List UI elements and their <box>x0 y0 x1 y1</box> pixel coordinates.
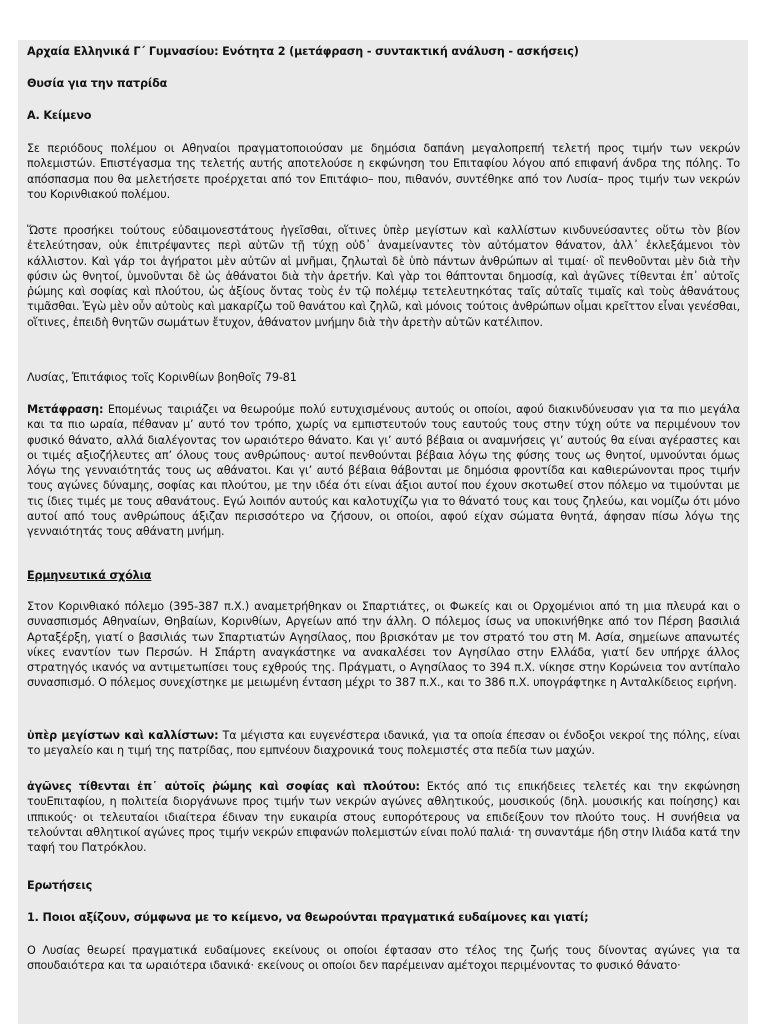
commentary-3-label: ἀγῶνες τίθενται ἐπ᾽ αὐτοῖς ῥώμης καὶ σοφίας καὶ πλούτου: <box>27 780 420 793</box>
source-citation: Λυσίας, Ἐπιτάφιος τοῖς Κορινθίων βοηθοῖς 79-81 <box>27 371 297 384</box>
translation-text: Επομένως ταιριάζει να θεωρούμε πολύ ευτυχισμένους αυτούς οι οποίοι, αφού διακινδύνευσαν για τα πιο μεγάλα και τα πιο ωραία, πέθαναν μ’ αυτό τον τρόπο, χωρίς να εμπιστευτούν τους εαυτούς τους στην τύχη ούτε να περιμένουν τον φυσικό θάνατο, αλλά διαλέγοντας τον ωραιότερο θάνατο. Και γι’ αυτό βέβαια οι αναμνήσεις γι’ αυτούς θα είναι αγέραστες και οι τιμές αξιοζήλευτες απ’ όλους τους ανθρώπους· αυτοί πενθούνται βέβαια λόγω της φύσης τους ως θνητοί, υμνούνται όμως λόγω της γενναιότητάς τους ως αθάνατοι. Και γι’ αυτό βέβαια θάβονται με δημόσια φροντίδα και καθιερώνονται προς τιμήν τους αγώνες δύναμης, σοφίας και πλούτου, με την ιδέα ότι είναι άξιοι αυτοί που έχουν σκοτωθεί στον πόλεμο να τιμούνται με τις ίδιες τιμές με τους αθανάτους. Εγώ λοιπόν αυτούς και καλοτυχίζω για το θάνατό τους και τους ζηλεύω, και νομίζω ότι μόνο αυτοί από τους ανθρώπους άξιζαν περισσότερο να ζήσουν, οι οποίοι, αφού είχαν σώματα θνητά, άφησαν πίσω λόγω της γενναιότητάς τους αθάνατη μνήμη. <box>27 403 740 539</box>
intro-paragraph: Σε περιόδους πολέμου οι Αθηναίοι πραγματοποιούσαν με δημόσια δαπάνη μεγαλοπρεπή τελετή προς τιμήν των νεκρών πολεμιστών. Επιστέγασμα της τελετής αυτής αποτελούσε η εκφώνηση του Επιταφίου λόγου από επιφανή άνδρα της πόλης. Το απόσπασμα που θα μελετήσετε προέρχεται από τον Επιτάφιο– που, πιθανόν, συντέθηκε από τον Λυσία– προς τιμήν των νεκρών του Κορινθιακού πολέμου. <box>27 142 740 201</box>
commentary-paragraph-3 <box>27 779 740 855</box>
commentary-paragraph-2 <box>27 728 740 759</box>
question-1: 1. Ποιοι αξίζουν, σύμφωνα με το κείμενο, να θεωρούνται πραγματικά ευδαίμονες και γιατί; <box>27 911 589 924</box>
translation-paragraph <box>27 402 740 540</box>
commentary-2-text: Τα μέγιστα και ευγενέστερα ιδανικά, για τα οποία έπεσαν οι ένδοξοι νεκροί της πόλης, είναι το μεγαλείο και η τιμή της πατρίδας, που εμπνέουν διαχρονικά τους πολεμιστές στα πεδία των μαχών. <box>27 729 741 758</box>
document-subtitle: Θυσία για την πατρίδα <box>27 77 168 90</box>
section-heading-text: Α. Κείμενο <box>27 109 92 122</box>
ancient-text-paragraph: Ὥστε προσήκει τούτους εὐδαιμονεστάτους ἡγεῖσθαι, οἵτινες ὑπὲρ μεγίστων καὶ καλλίστων κινδυνεύσαντες οὕτω τὸν βίον ἐτελεύτησαν, οὐκ ἐπιτρέψαντες περὶ αὑτῶν τῇ τύχῃ οὐδ᾽ ἀναμείναντες τὸν αὐτόματον θάνατον, ἀλλ᾽ ἐκλεξάμενοι τὸν κάλλιστον. Καὶ γάρ τοι ἀγήρατοι μὲν αὐτῶν αἱ μνῆμαι, ζηλωταὶ δὲ ὑπὸ πάντων ἀνθρώπων αἱ τιμαί· οἳ πενθοῦνται μὲν διὰ τὴν φύσιν ὡς θνητοί, ὑμνοῦνται δὲ ὡς ἀθάνατοι διὰ τὴν ἀρετήν. Καὶ γὰρ τοι θάπτονται δημοσίᾳ, καὶ ἀγῶνες τίθενται ἐπ᾽ αὐτοῖς ῥώμης καὶ σοφίας καὶ πλούτου, ὡς ἀξίους ὄντας τοὺς ἐν τῷ πολέμῳ τετελευτηκότας ταῖς αὐταῖς τιμαῖς καὶ τοὺς ἀθανάτους τιμᾶσθαι. Ἐγὼ μὲν οὖν αὐτοὺς καὶ μακαρίζω τοῦ θανάτου καὶ ζηλῶ, καὶ μόνοις τούτοις ἀνθρώπων οἶμαι κρεῖττον εἶναι γενέσθαι, οἵτινες, ἐπειδὴ θνητῶν σωμάτων ἔτυχον, ἀθάνατον μνήμην διὰ τὴν ἀρετὴν αὑτῶν κατέλιπον. <box>27 224 740 329</box>
document-page <box>18 40 748 1024</box>
answer-1: Ο Λυσίας θεωρεί πραγματικά ευδαίμονες εκείνους οι οποίοι έφτασαν στο τέλος της ζωής τους δίνοντας αγώνες για τα σπουδαιότερα και τα ωραιότερα ιδανικά· εκείνους οι οποίοι δεν παρέμειναν αμέτοχοι περιμένοντας το φυσικό θάνατο· <box>27 944 740 973</box>
questions-heading: Ερωτήσεις <box>27 879 93 892</box>
commentary-heading: Ερμηνευτικά σχόλια <box>27 569 152 582</box>
document-title: Αρχαία Ελληνικά Γ΄ Γυμνασίου: Ενότητα 2 (μετάφραση - συντακτική ανάλυση - ασκήσεις) <box>27 45 579 58</box>
commentary-3-text: Εκτός από τις επικήδειες τελετές και την εκφώνηση τουΕπιταφίου, η πολιτεία διοργάνωνε προς τιμήν των νεκρών αγώνες αθλητικούς, μουσικούς (δηλ. μουσικής και ποίησης) και ιππικούς· οι τελευταίοι ιδιαίτερα έδιναν την ευκαιρία στους ευπορότερους να επιδείξουν τον πλούτο τους. Η συνήθεια να τελούνται αθλητικοί αγώνες προς τιμήν νεκρών επιφανών πολεμιστών είναι πολύ παλιά· τη συναντάμε ήδη στην Ιλιάδα κατά την ταφή του Πατρόκλου. <box>27 780 740 855</box>
translation-label: Μετάφραση: <box>27 403 104 416</box>
commentary-paragraph-1: Στον Κορινθιακό πόλεμο (395-387 π.Χ.) αναμετρήθηκαν οι Σπαρτιάτες, οι Φωκείς και οι Ορχομένιοι από τη μια πλευρά και ο συνασπισμός Αθηναίων, Θηβαίων, Κορινθίων, Αργείων από την άλλη. Ο πόλεμος ίσως να υποκινήθηκε από τον Πέρση βασιλιά Αρταξέρξη, γιατί ο βασιλιάς των Σπαρτιατών Αγησίλαος, που βρισκόταν με τον στρατό του στη Μ. Ασία, σημείωνε απανωτές νίκες εναντίον των Περσών. Η Σπάρτη αναγκάστηκε να ανακαλέσει τον Αγησίλαο στην Ελλάδα, γιατί δεν υπήρχε άλλος στρατηγός ικανός να αντιμετωπίσει τους εχθρούς της. Πράγματι, ο Αγησίλαος το 394 π.Χ. νίκησε στην Κορώνεια τον αντίπαλο συνασπισμό. Ο πόλεμος συνεχίστηκε με μειωμένη ένταση μέχρι το 387 π.Χ., και το 386 π.Χ. υπογράφτηκε η Ανταλκίδειος ειρήνη. <box>27 600 740 690</box>
commentary-2-label: ὑπὲρ μεγίστων καὶ καλλίστων: <box>27 729 219 742</box>
